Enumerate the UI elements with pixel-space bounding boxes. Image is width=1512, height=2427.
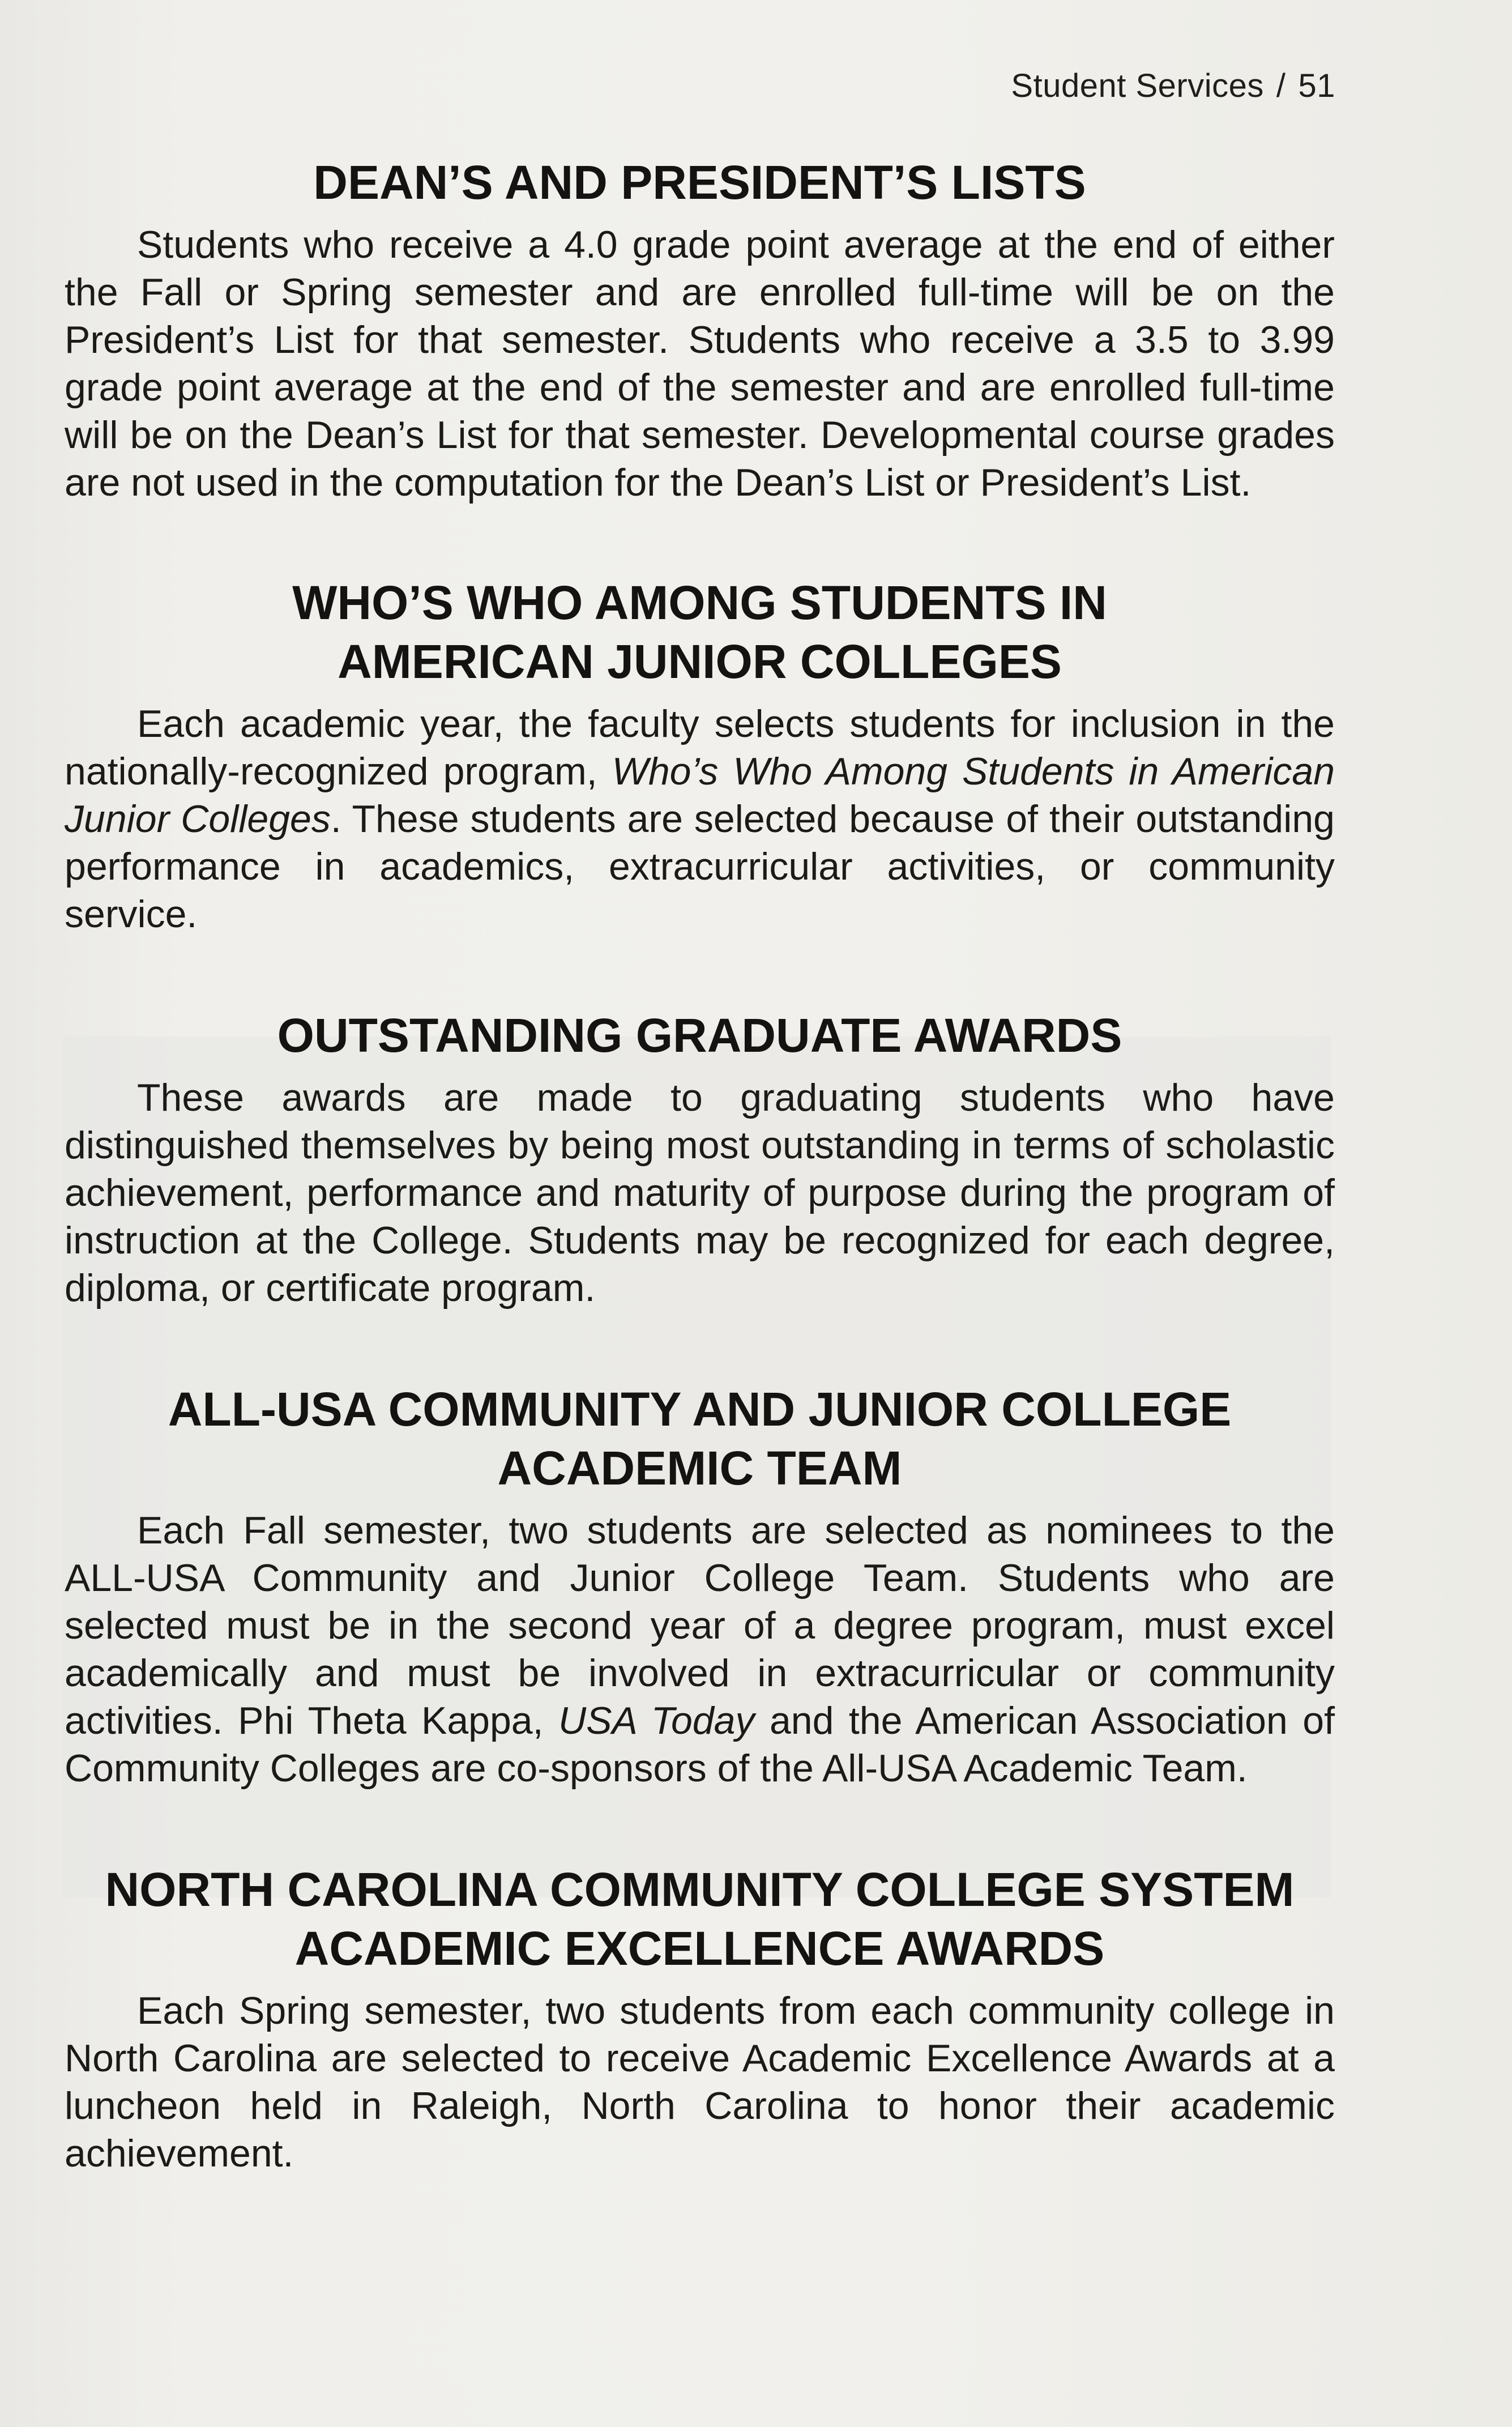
section-body: Each Spring semester, two students from each community college in North Carolina are selected to receive Academic Excellence Awards at a luncheon held in Raleigh, North Carolina to honor their academic achievement. <box>65 1989 1335 2175</box>
section-body <box>65 1507 1335 1792</box>
publication-title: USA Today <box>558 1699 755 1742</box>
section-body: Students who receive a 4.0 grade point average at the end of either the Fall or Spring semester and are enrolled full-time will be on the President’s List for that semester. Students who receive a 3.5 to 3.99 grade point average at the end of the semester and are enrolled full-time will be on the Dean’s List for that semester. Developmental course grades are not used in the computation for the Dean’s List or President’s List. <box>65 223 1335 504</box>
running-head-separator: / <box>1276 67 1286 104</box>
heading-line: OUTSTANDING GRADUATE AWARDS <box>277 1009 1122 1062</box>
heading-line: DEAN’S AND PRESIDENT’S LISTS <box>313 156 1086 209</box>
section-heading <box>65 1860 1335 1978</box>
section-body: These awards are made to graduating students who have distinguished themselves by being most outstanding in terms of scholastic achievement, performance and maturity of purpose during the program of instruction at the College. Students may be recognized for each degree, diploma, or certificate program. <box>65 1076 1335 1310</box>
section-body <box>65 700 1335 938</box>
body-text: Each Fall semester, two students are selected as nominees to the ALL-USA Community and Junior College Team. Students who are selected must be in the second year of a degree program, must excel academically and must be involved in extracurricular or community activities. Phi Theta Kappa, <box>65 1509 1335 1742</box>
running-head <box>1011 67 1335 105</box>
body-text: Each academic year, the faculty selects students for inclusion in the nationally-recognized program, <box>65 702 1335 793</box>
heading-line: NORTH CAROLINA COMMUNITY COLLEGE SYSTEM <box>105 1863 1295 1916</box>
section-outstanding-graduate-awards <box>65 1006 1335 1312</box>
section-deans-presidents-lists <box>65 153 1335 506</box>
body-text: . These students are selected because of their outstanding performance in academics, extracurricular activities, or community service. <box>65 797 1335 936</box>
section-heading <box>65 573 1335 691</box>
section-heading <box>65 153 1335 212</box>
section-heading <box>65 1380 1335 1498</box>
heading-line: ALL-USA COMMUNITY AND JUNIOR COLLEGE <box>168 1383 1232 1436</box>
section-whos-who <box>65 573 1335 938</box>
running-head-section: Student Services <box>1011 67 1264 104</box>
body-text: and the American Association of Community Colleges are co-sponsors of the All-USA Academic Team. <box>65 1699 1335 1790</box>
heading-line: WHO’S WHO AMONG STUDENTS IN <box>292 576 1107 629</box>
heading-line: ACADEMIC EXCELLENCE AWARDS <box>294 1922 1105 1975</box>
heading-line: ACADEMIC TEAM <box>497 1441 902 1495</box>
section-all-usa-academic-team <box>65 1380 1335 1792</box>
page-number: 51 <box>1298 67 1335 104</box>
content <box>65 153 1335 2177</box>
section-nc-academic-excellence-awards <box>65 1860 1335 2177</box>
section-heading <box>65 1006 1335 1065</box>
heading-line: AMERICAN JUNIOR COLLEGES <box>338 635 1062 688</box>
publication-title: Who’s Who Among Students in American Junior Colleges <box>65 750 1335 841</box>
